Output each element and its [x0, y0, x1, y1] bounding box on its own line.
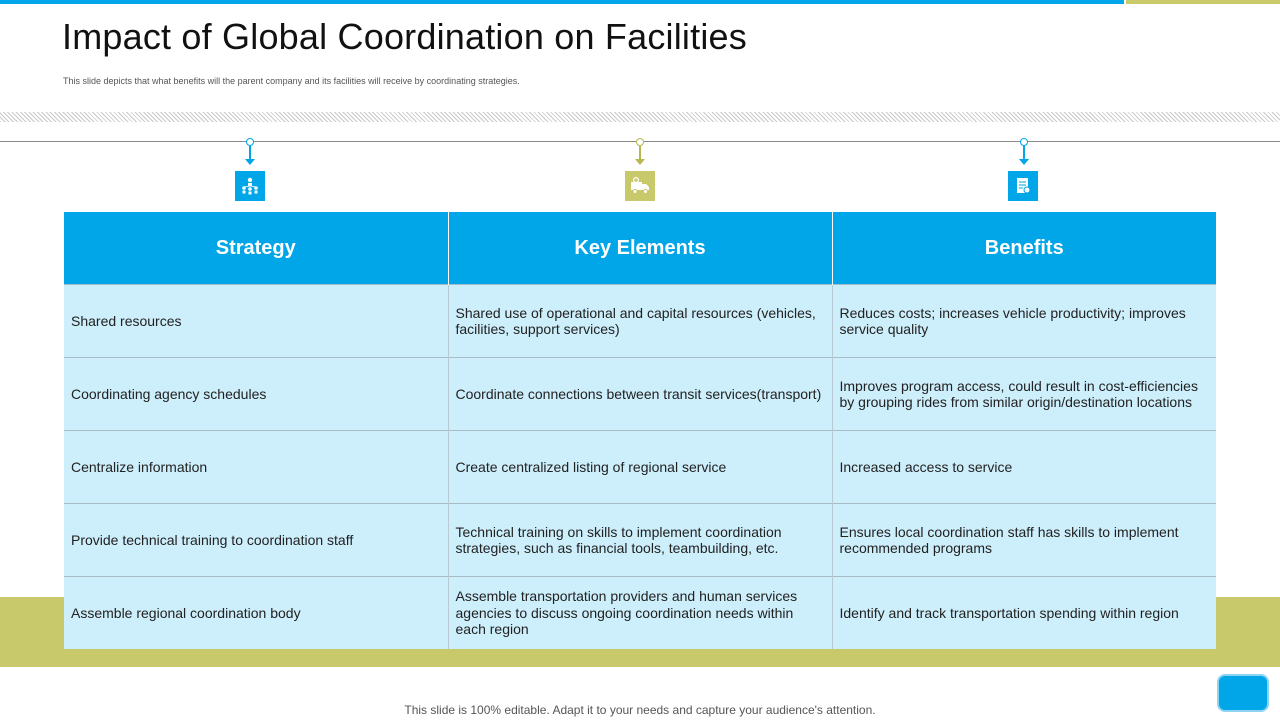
- cell-key-elements: Technical training on skills to implement coordination strategies, such as financial tools, teambuilding, etc.: [448, 504, 832, 577]
- cell-strategy: Coordinating agency schedules: [64, 358, 448, 431]
- table-header-row: [64, 212, 1216, 285]
- header-key-elements: Key Elements: [448, 212, 832, 285]
- table-row: [64, 358, 1216, 431]
- strategy-table: [64, 212, 1216, 649]
- cell-benefits: Identify and track transportation spending within region: [832, 577, 1216, 650]
- cell-benefits: Reduces costs; increases vehicle productivity; improves service quality: [832, 285, 1216, 358]
- corner-action-button[interactable]: [1217, 674, 1269, 712]
- report-document-icon: [1008, 171, 1038, 201]
- hatched-divider: [0, 112, 1280, 122]
- top-accent-bar-blue: [0, 0, 1124, 4]
- cell-strategy: Shared resources: [64, 285, 448, 358]
- cell-key-elements: Create centralized listing of regional service: [448, 431, 832, 504]
- table-row: [64, 285, 1216, 358]
- header-strategy: Strategy: [64, 212, 448, 285]
- delivery-truck-icon: [625, 171, 655, 201]
- cell-strategy: Provide technical training to coordination staff: [64, 504, 448, 577]
- cell-key-elements: Assemble transportation providers and human services agencies to discuss ongoing coordination needs within each region: [448, 577, 832, 650]
- cell-benefits: Improves program access, could result in cost-efficiencies by grouping rides from similar origin/destination locations: [832, 358, 1216, 431]
- cell-strategy: Assemble regional coordination body: [64, 577, 448, 650]
- cell-benefits: Ensures local coordination staff has skills to implement recommended programs: [832, 504, 1216, 577]
- cell-strategy: Centralize information: [64, 431, 448, 504]
- header-benefits: Benefits: [832, 212, 1216, 285]
- top-accent-bar-olive: [1126, 0, 1280, 4]
- footer-note: This slide is 100% editable. Adapt it to your needs and capture your audience's attention.: [404, 703, 876, 717]
- cell-benefits: Increased access to service: [832, 431, 1216, 504]
- cell-key-elements: Coordinate connections between transit services(transport): [448, 358, 832, 431]
- cell-key-elements: Shared use of operational and capital resources (vehicles, facilities, support services): [448, 285, 832, 358]
- table-row: [64, 504, 1216, 577]
- page-subtitle: This slide depicts that what benefits will the parent company and its facilities will receive by coordinating strategies.: [63, 76, 520, 86]
- table-row: [64, 431, 1216, 504]
- page-title: Impact of Global Coordination on Facilities: [62, 16, 747, 57]
- table-row: [64, 577, 1216, 650]
- organization-icon: [235, 171, 265, 201]
